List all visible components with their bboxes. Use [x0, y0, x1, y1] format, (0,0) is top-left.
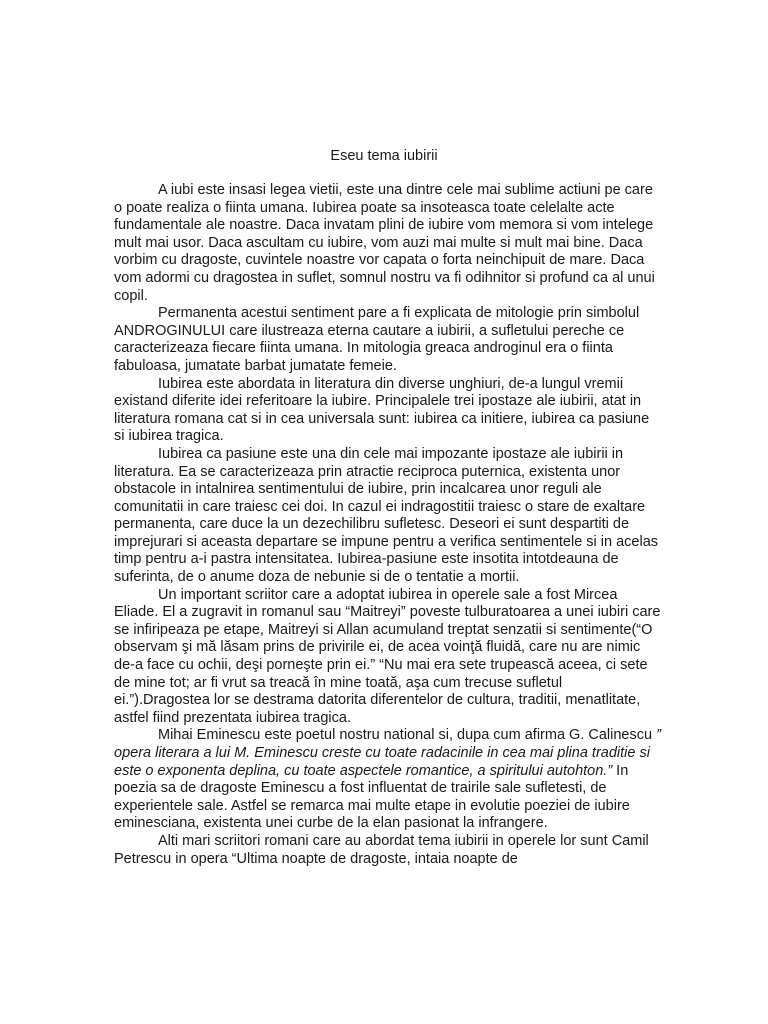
body-paragraph	[114, 446, 662, 587]
quote-text: ” opera literara a lui M. Eminescu creste cu toate radacinile in cea mai plina traditie si este o exponenta deplina, cu toate aspectele romantice, a spiritului autohton.”	[114, 727, 661, 779]
paragraph-text: Alti mari scriitori romani care au abordat tema iubirii in operele lor sunt Camil Petrescu in opera “Ultima noapte de dragoste, intaia noapte de	[114, 832, 649, 867]
paragraph-text: Iubirea este abordata in literatura din diverse unghiuri, de-a lungul vremii existand diferite idei referitoare la iubire. Principalele trei ipostaze ale iubirii, atat in literatura romana cat si in cea universala sunt: iubirea ca initiere, iubirea ca pasiune si iubirea tragica.	[114, 375, 650, 445]
paragraph-text: Permanenta acestui sentiment pare a fi explicata de mitologie prin simbolul ANDROGINULUI care ilustreaza eterna cautare a iubirii, a sufletului pereche ce caracterizeaza fiecare fiinta umana. In mitologia greaca androginul era o fiinta fabuloasa, jumatate barbat jumatate femeie.	[114, 305, 640, 374]
document-title: Eseu tema iubirii	[330, 148, 438, 164]
paragraph-text: In poezia sa de dragoste Eminescu a fost influentat de trairile sale sufletesti, de experientele sale. Astfel se remarca mai multe etape in evolutie poeziei de iubire eminesciana, existenta unei curbe de la elan pasionat la infrangere.	[114, 762, 630, 832]
body-paragraph	[114, 305, 662, 375]
body-paragraph	[114, 727, 662, 833]
body-paragraph	[114, 182, 662, 305]
body-paragraph	[114, 587, 662, 728]
document-body	[114, 182, 662, 868]
paragraph-text: Mihai Eminescu este poetul nostru national si, dupa cum afirma G. Calinescu	[158, 727, 657, 744]
paragraph-text: Iubirea ca pasiune este una din cele mai impozante ipostaze ale iubirii in literatura. Ea se caracterizeaza prin atractie reciproca puternica, existenta unor obstacole in intalnirea sentimentului de iubire, prin incalcarea unor reguli ale comunitatii in care traiesc cei doi. In cazul ei indragostitii traiesc o stare de exaltare permanenta, care duce la un dezechilibru sufletesc. Deseori ei sunt despartiti de imprejurari si aceasta departare se impune pentru a verifica sentimentele si in acelas timp pentru a-i pastra intensitatea. Iubirea-pasiune este insotita intotdeauna de suferinta, de o anume doza de nebunie si de o tentatie a mortii.	[114, 445, 659, 586]
body-paragraph	[114, 833, 662, 868]
paragraph-text: A iubi este insasi legea vietii, este una dintre cele mai sublime actiuni pe care o poate realiza o fiinta umana. Iubirea poate sa insoteasca toate celelalte acte fundamentale ale noastre. Daca invatam plini de iubire vom memora si vom intelege mult mai usor. Daca ascultam cu iubire, vom auzi mai multe si mult mai bine. Daca vorbim cu dragoste, cuvintele noastre vor capata o forta neinchipuit de mare. Daca vom adormi cu dragostea in suflet, somnul nostru va fi odihnitor si profund ca al unui copil.	[114, 182, 655, 304]
body-paragraph	[114, 376, 662, 446]
paragraph-text: Un important scriitor care a adoptat iubirea in operele sale a fost Mircea Eliade. El a zugravit in romanul sau “Maitreyi” poveste tulburatoarea a unei iubiri care se infiripeaza pe etape, Maitreyi si Allan acumuland treptat senzatii si sentimente(“O observam şi mă lăsam prins de privirile ei, de acea voinţă fluidă, care nu are nimic de-a face cu ochii, deşi porneşte prin ei.” “Nu mai era sete trupească aceea, ci sete de mine tot; ar fi vrut sa treacă în mine toată, aşa cum trecuse sufletul ei.”).Dragostea lor se destrama datorita diferentelor de cultura, traditii, menatlitate, astfel fiind prezentata iubirea tragica.	[114, 586, 661, 726]
